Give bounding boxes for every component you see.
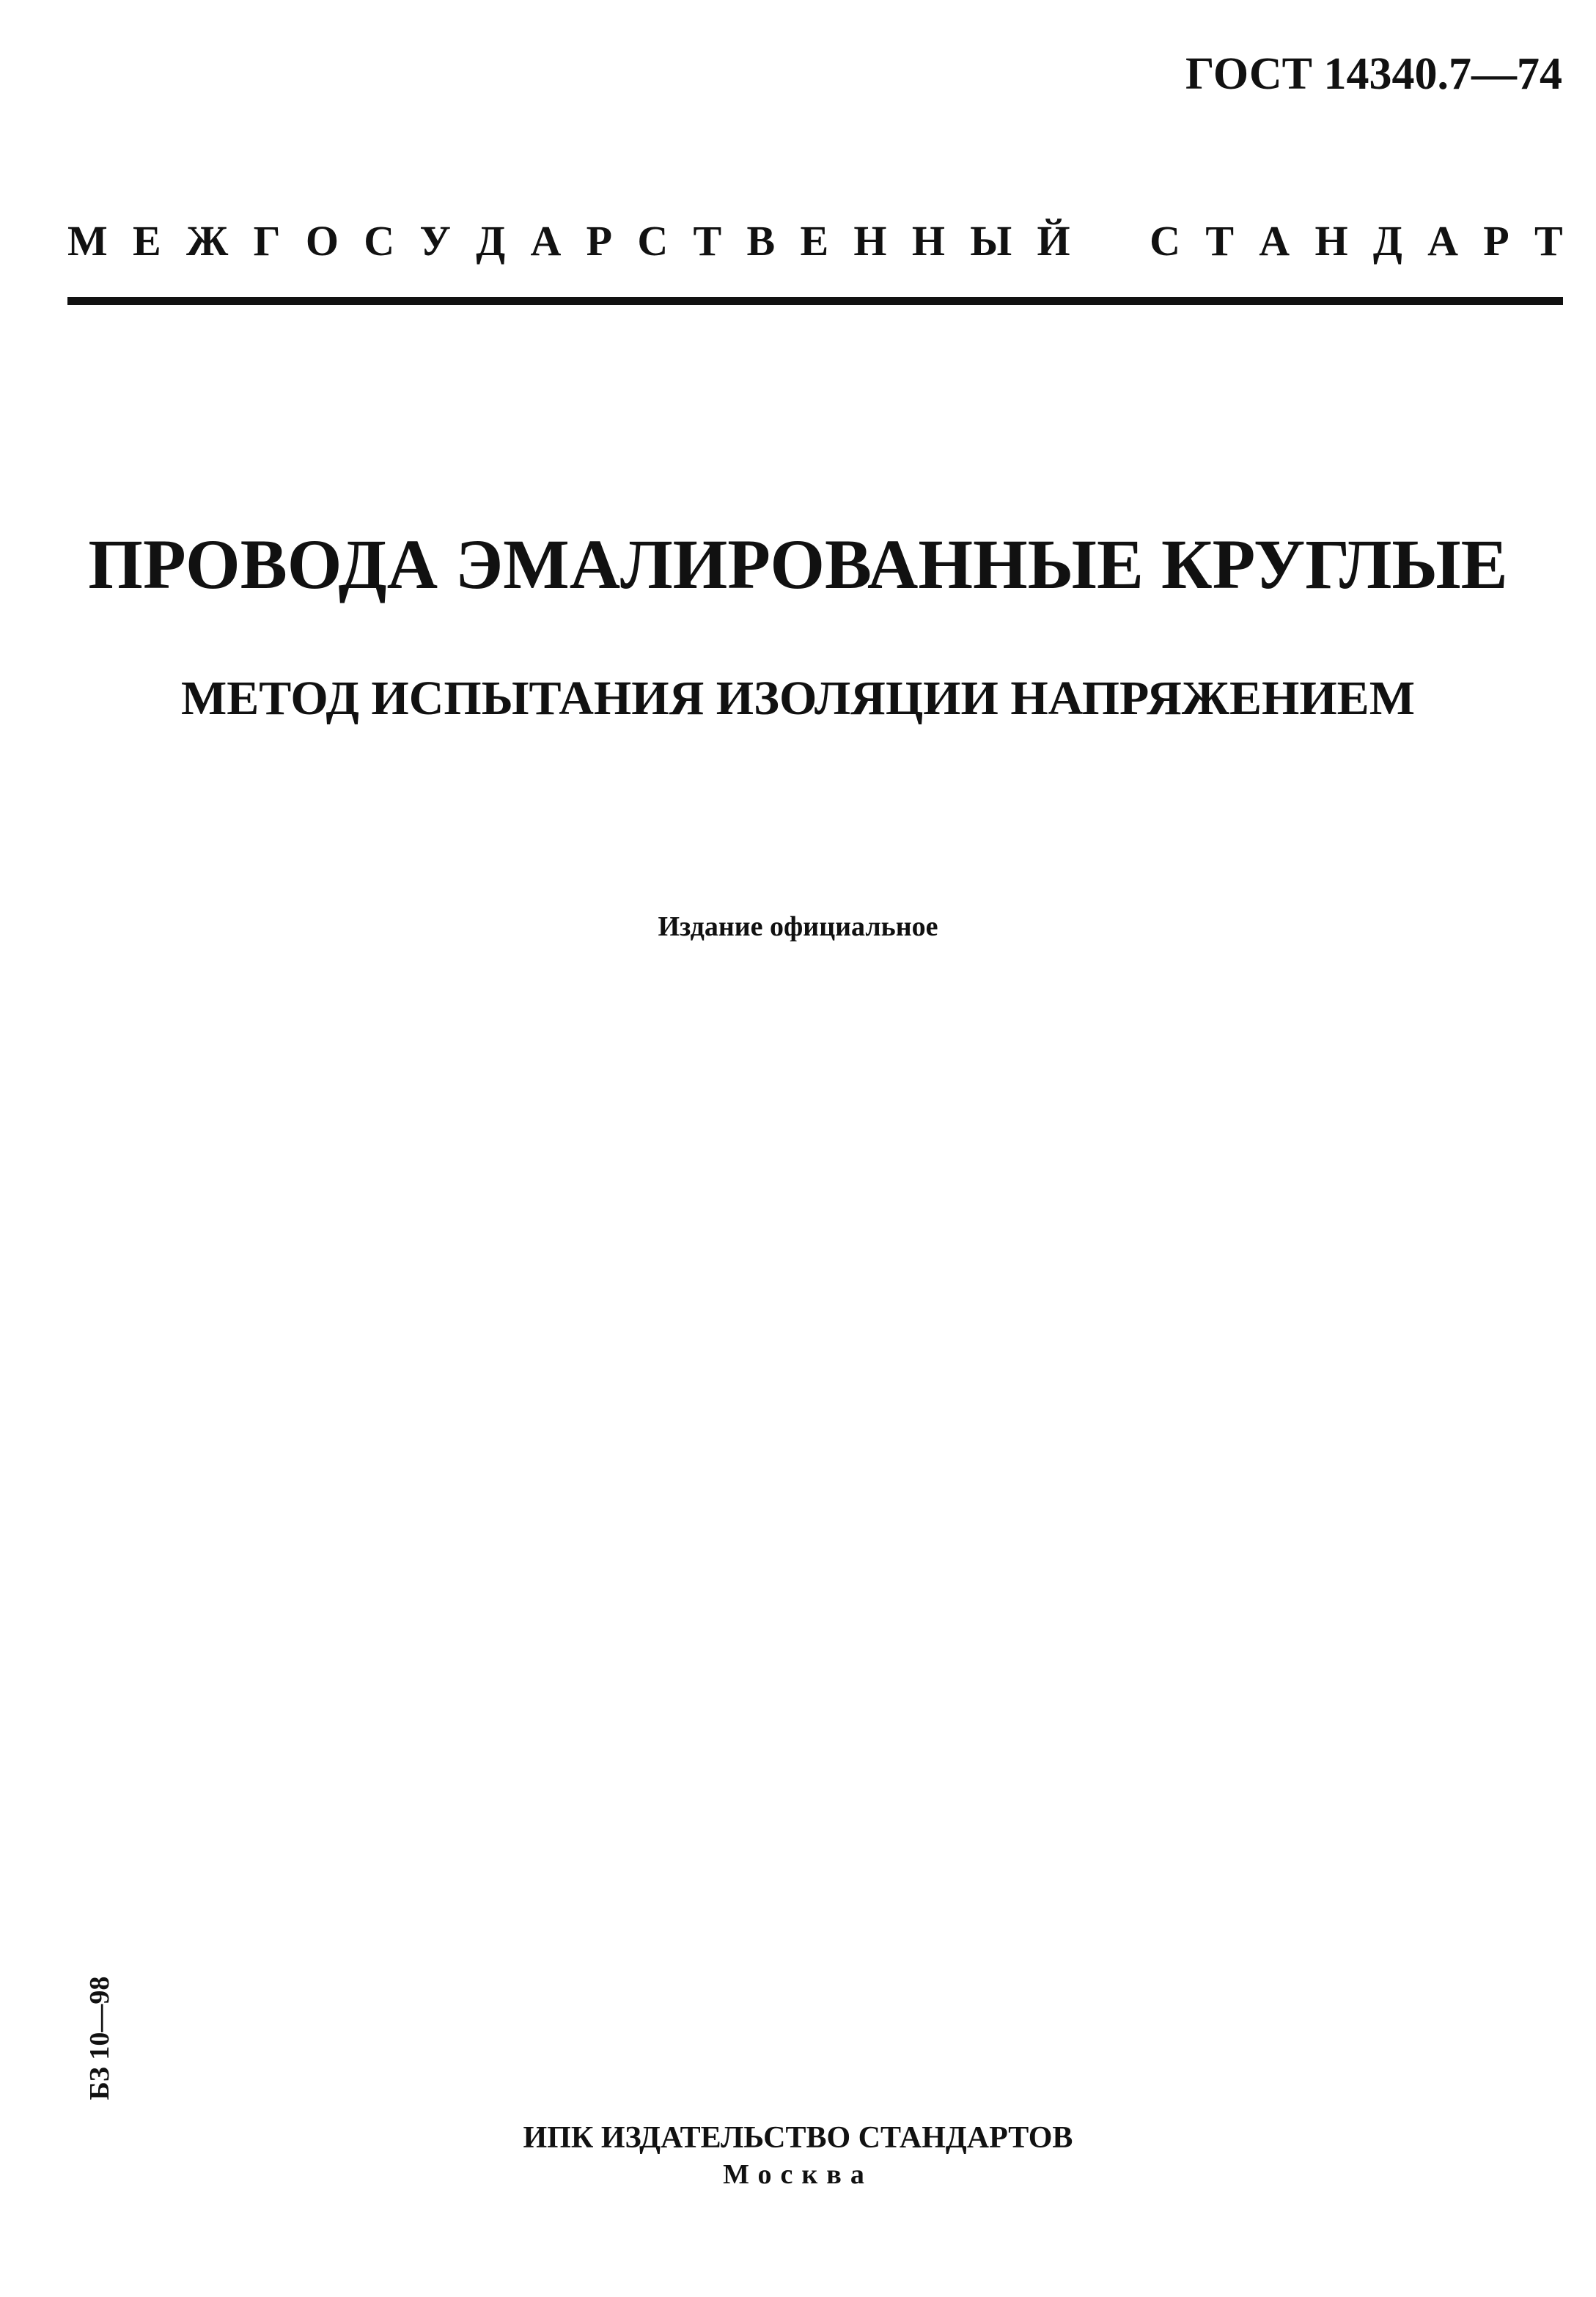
word-gap [1095, 220, 1125, 262]
publisher-name: ИПК ИЗДАТЕЛЬСТВО СТАНДАРТОВ [523, 2121, 1073, 2155]
heading-letter: С [364, 217, 395, 265]
standard-type-heading [67, 217, 1563, 265]
document-title: ПРОВОДА ЭМАЛИРОВАННЫЕ КРУГЛЫЕ [88, 525, 1508, 603]
heading-letter: О [305, 217, 339, 265]
heading-letter: Н [1314, 217, 1348, 265]
heading-letter: Т [1534, 217, 1563, 265]
heading-letter: А [1259, 217, 1290, 265]
heading-letter: Г [253, 217, 281, 265]
heading-letter: Д [476, 217, 506, 265]
heading-divider [67, 297, 1563, 305]
document-number: ГОСТ 14340.7—74 [1185, 49, 1562, 99]
heading-letter: У [419, 217, 451, 265]
publisher-city: Москва [723, 2159, 873, 2190]
heading-letter: Н [911, 217, 945, 265]
heading-letter: С [1150, 217, 1181, 265]
heading-letter: Е [133, 217, 161, 265]
heading-letter: Ы [970, 217, 1012, 265]
heading-letter: Й [1037, 217, 1070, 265]
heading-letter: Д [1372, 217, 1402, 265]
heading-letter: С [637, 217, 669, 265]
heading-letter: Н [853, 217, 887, 265]
heading-letter: А [530, 217, 562, 265]
document-subtitle: МЕТОД ИСПЫТАНИЯ ИЗОЛЯЦИИ НАПРЯЖЕНИЕМ [180, 672, 1416, 725]
heading-letter: В [746, 217, 776, 265]
heading-letter: Р [586, 217, 613, 265]
heading-letter: Т [693, 217, 722, 265]
heading-letter: Е [800, 217, 829, 265]
heading-letter: Р [1483, 217, 1509, 265]
heading-letter: Ж [186, 217, 229, 265]
edition-note: Издание официальное [658, 911, 938, 942]
heading-letter: Т [1205, 217, 1235, 265]
side-code: БЗ 10—98 [84, 1976, 115, 2101]
heading-letter: А [1427, 217, 1458, 265]
heading-letter: М [67, 217, 108, 265]
